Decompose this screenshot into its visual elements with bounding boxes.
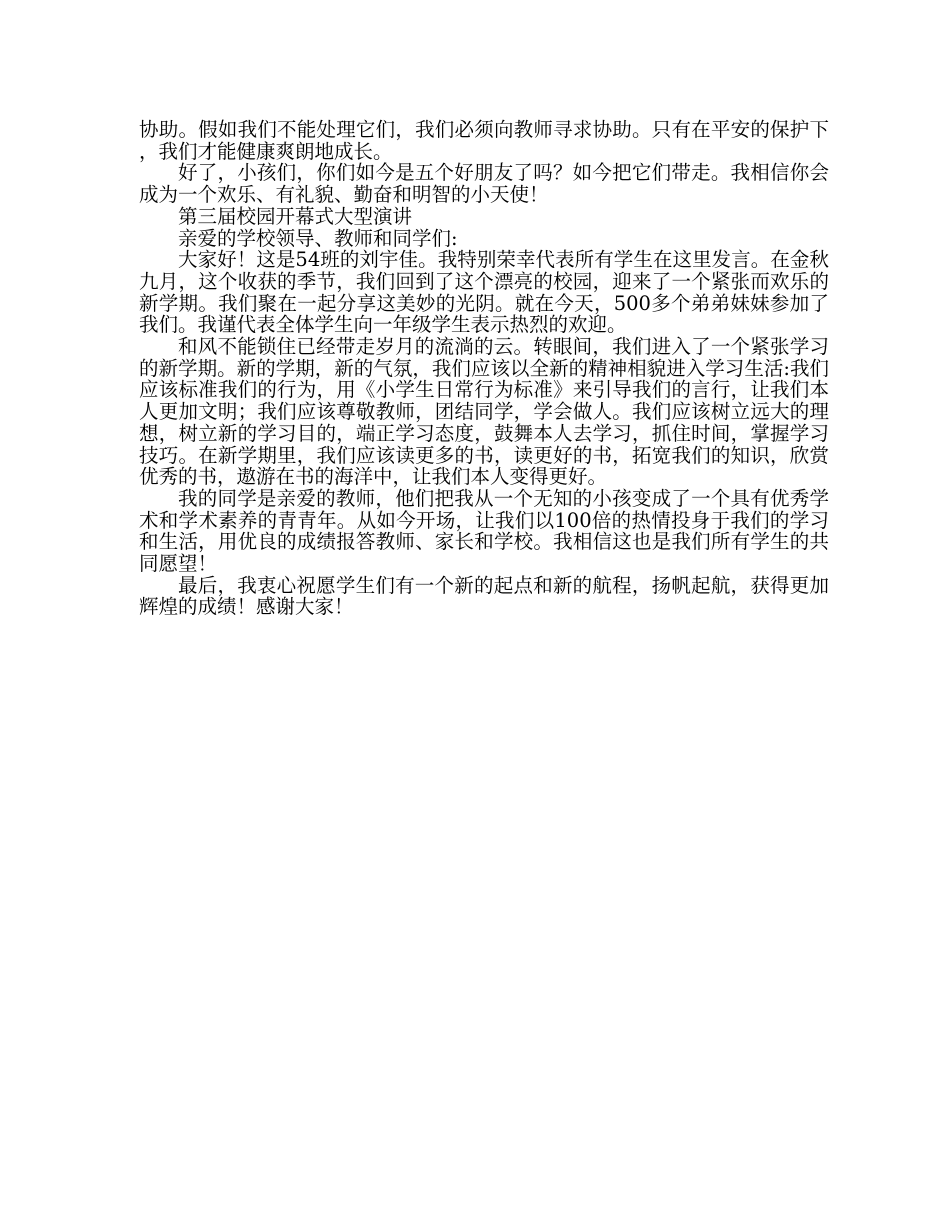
document-page [139, 119, 829, 618]
speech-title: 第三届校园开幕式大型演讲 [178, 204, 413, 228]
paragraph: 好了，小孩们，你们如今是五个好朋友了吗？如今把它们带走。我相信你会成为一个欢乐、有礼貌、勤奋和明智的小天使！ [139, 161, 829, 207]
salutation: 亲爱的学校领导、教师和同学们: [178, 226, 458, 250]
paragraph: 大家好！这是54班的刘宇佳。我特别荣幸代表所有学生在这里发言。在金秋九月，这个收获的季节，我们回到了这个漂亮的校园，迎来了一个紧张而欢乐的新学期。我们聚在一起分享这美妙的光阴。就在今天，500多个弟弟妹妹参加了我们。我谨代表全体学生向一年级学生表示热烈的欢迎。 [139, 248, 829, 337]
paragraph: 协助。假如我们不能处理它们，我们必须向教师寻求协助。只有在平安的保护下，我们才能健康爽朗地成长。 [139, 118, 829, 163]
closing-paragraph: 最后，我衷心祝愿学生们有一个新的起点和新的航程，扬帆起航，获得更加辉煌的成绩！感谢大家！ [139, 573, 829, 619]
paragraph: 我的同学是亲爱的教师，他们把我从一个无知的小孩变成了一个具有优秀学术和学术素养的青青年。从如今开场，让我们以100倍的热情投身于我们的学习和生活，用优良的成绩报答教师、家长和学校。我相信这也是我们所有学生的共同愿望！ [139, 486, 829, 576]
paragraph: 和风不能锁住已经带走岁月的流淌的云。转眼间，我们进入了一个紧张学习的新学期。新的学期，新的气氛，我们应该以全新的精神相貌进入学习生活:我们应该标准我们的行为，用《小学生日常行为标准》来引导我们的言行，让我们本人更加文明；我们应该尊敬教师，团结同学，学会做人。我们应该树立远大的理想，树立新的学习目的，端正学习态度，鼓舞本人去学习，抓住时间，掌握学习技巧。在新学期里，我们应该读更多的书，读更好的书，拓宽我们的知识，欣赏优秀的书，遨游在书的海洋中，让我们本人变得更好。 [139, 335, 829, 489]
